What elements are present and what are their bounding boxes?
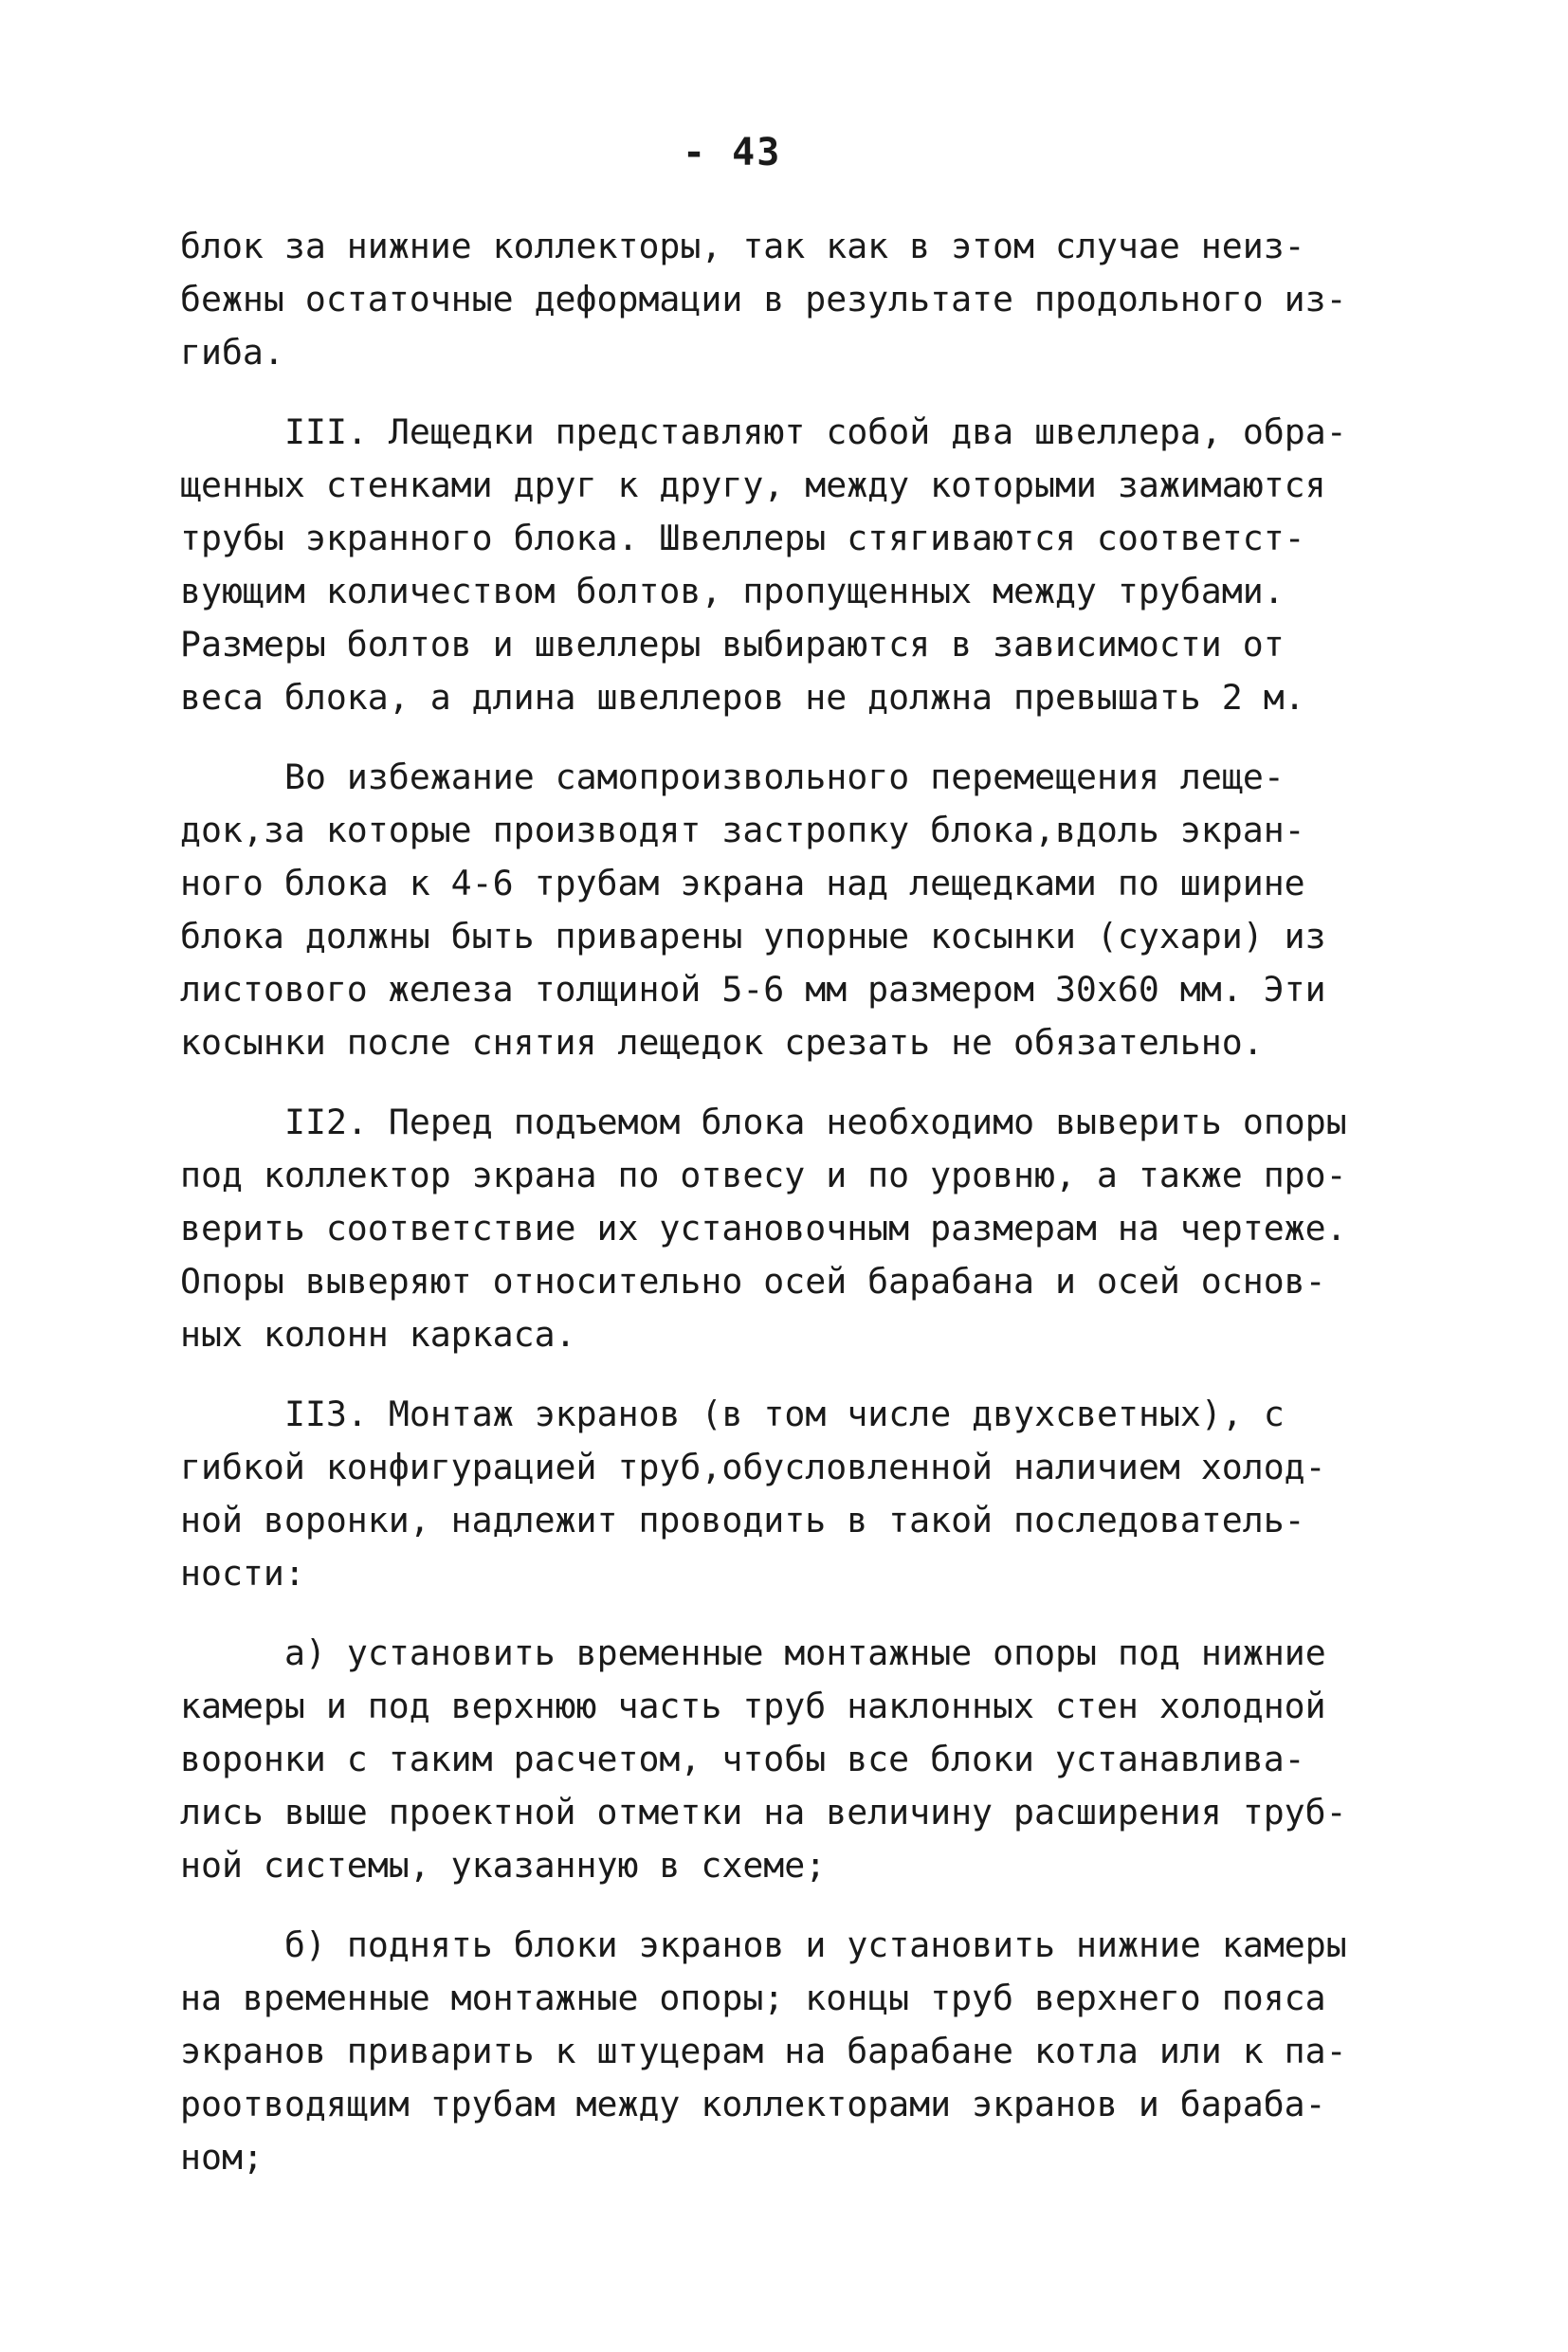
text-line: Размеры болтов и швеллеры выбираются в зависимости от — [180, 624, 1285, 665]
body-text — [180, 220, 1441, 2211]
text-line: бежны остаточные деформации в результате продольного из- — [180, 279, 1347, 319]
text-line: гиба. — [180, 332, 284, 373]
text-line: ного блока к 4-6 трубам экрана над лещедками по ширине — [180, 863, 1305, 903]
text-line: верить соответствие их установочным размерам на чертеже. — [180, 1208, 1347, 1249]
paragraph-112 — [180, 1096, 1441, 1361]
text-line: воронки с таким расчетом, чтобы все блоки устанавлива- — [180, 1739, 1305, 1779]
text-line: III. Лещедки представляют собой два швеллера, обра- — [284, 411, 1347, 452]
text-line: роотводящим трубам между коллекторами экранов и бараба- — [180, 2084, 1326, 2124]
text-line: а) установить временные монтажные опоры под нижние — [284, 1632, 1326, 1673]
page-number: - 43 — [683, 131, 782, 174]
text-line: листового железа толщиной 5-6 мм размером 30х60 мм. Эти — [180, 969, 1326, 1010]
text-line: ности: — [180, 1553, 305, 1594]
text-line: ной воронки, надлежит проводить в такой последователь- — [180, 1500, 1305, 1541]
text-line: Опоры выверяют относительно осей барабана и осей основ- — [180, 1261, 1326, 1302]
text-line: блока должны быть приварены упорные косынки (сухари) из — [180, 916, 1326, 957]
text-line: лись выше проектной отметки на величину расширения труб- — [180, 1792, 1347, 1832]
paragraph-item-b — [180, 1919, 1441, 2184]
paragraph-anti-shift — [180, 751, 1441, 1069]
text-line: ной системы, указанную в схеме; — [180, 1845, 827, 1886]
text-line: веса блока, а длина швеллеров не должна превышать 2 м. — [180, 677, 1305, 718]
text-line: гибкой конфигурацией труб,обусловленной наличием холод- — [180, 1447, 1326, 1487]
text-line: камеры и под верхнюю часть труб наклонных стен холодной — [180, 1686, 1326, 1726]
text-line: б) поднять блоки экранов и установить нижние камеры — [284, 1924, 1347, 1965]
paragraph-113 — [180, 1388, 1441, 1600]
text-line: косынки после снятия лещедок срезать не обязательно. — [180, 1022, 1264, 1063]
text-line: экранов приварить к штуцерам на барабане котла или к па- — [180, 2031, 1347, 2071]
text-line: док,за которые производят застропку блока,вдоль экран- — [180, 810, 1305, 850]
text-line: вующим количеством болтов, пропущенных между трубами. — [180, 571, 1285, 611]
text-line: ных колонн каркаса. — [180, 1314, 576, 1355]
text-line: блок за нижние коллекторы, так как в этом случае неиз- — [180, 226, 1305, 266]
paragraph-111 — [180, 406, 1441, 724]
text-line: трубы экранного блока. Швеллеры стягиваются соответст- — [180, 518, 1305, 558]
text-line: на временные монтажные опоры; концы труб верхнего пояса — [180, 1978, 1326, 2018]
paragraph-item-a — [180, 1627, 1441, 1892]
text-line: под коллектор экрана по отвесу и по уровню, а также про- — [180, 1155, 1347, 1195]
paragraph-continuation — [180, 220, 1441, 379]
text-line: Во избежание самопроизвольного перемещения леще- — [284, 757, 1285, 797]
text-line: II2. Перед подъемом блока необходимо выверить опоры — [284, 1102, 1347, 1142]
text-line: ном; — [180, 2137, 264, 2178]
text-line: щенных стенками друг к другу, между которыми зажимаются — [180, 465, 1326, 505]
text-line: II3. Монтаж экранов (в том числе двухсветных), с — [284, 1394, 1285, 1434]
